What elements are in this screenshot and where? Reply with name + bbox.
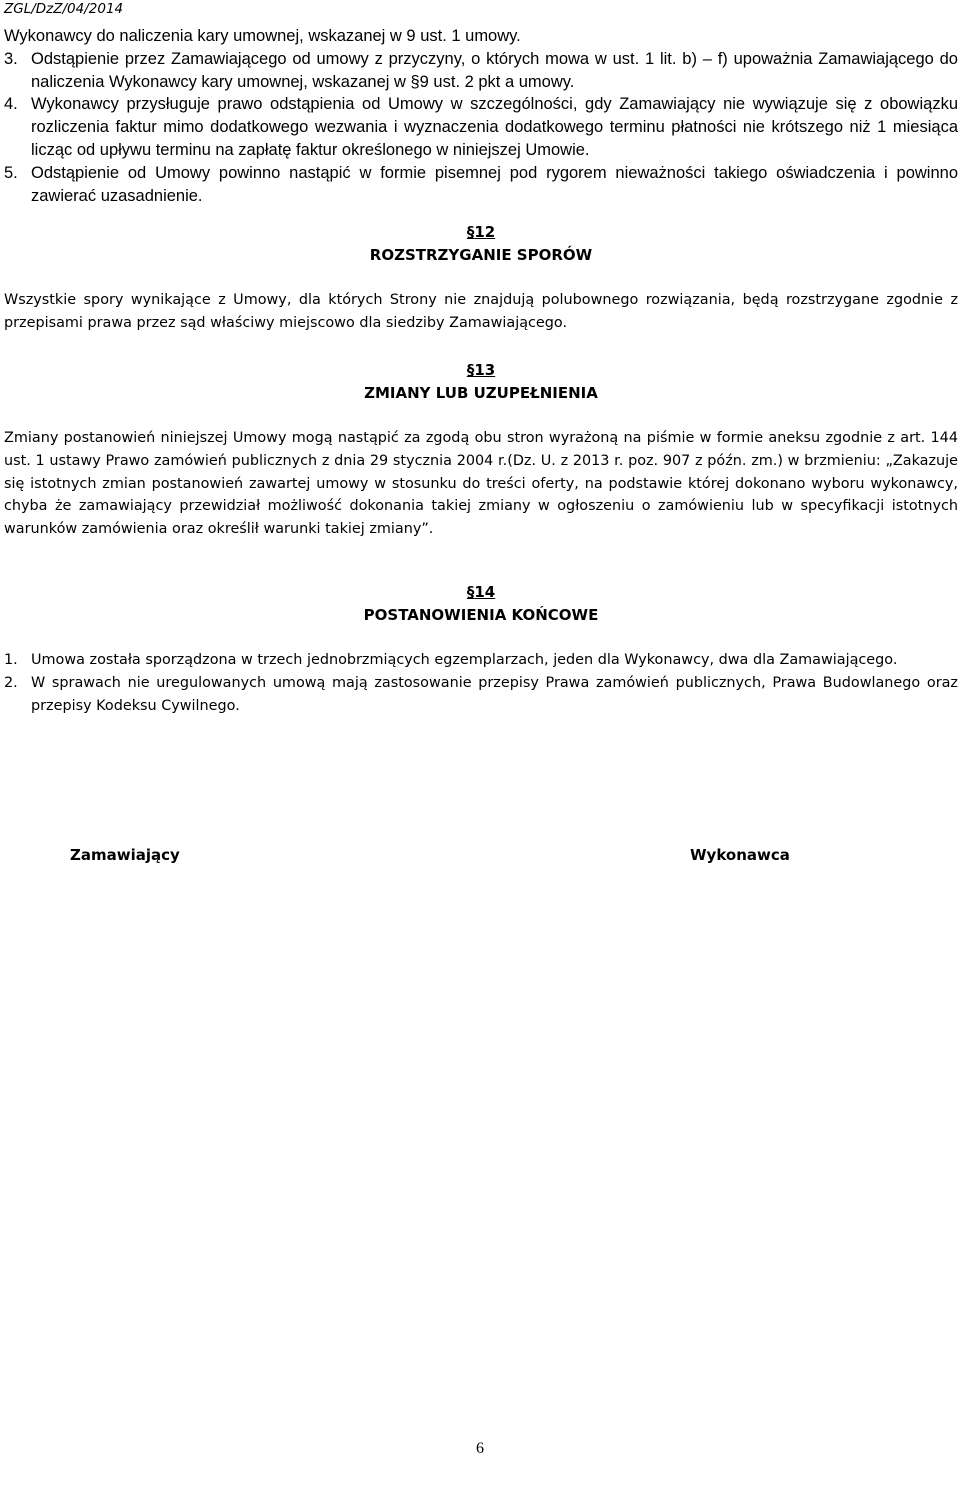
item-text: Umowa została sporządzona w trzech jednobrzmiących egzemplarzach, jeden dla Wykonawcy, dwa dla Zamawiającego. — [31, 651, 898, 668]
section-text: Wszystkie spory wynikające z Umowy, dla których Strony nie znajdują polubownego rozwiązania, będą rozstrzygane zgodnie z przepisami prawa przez sąd właściwy miejscowo dla siedziby Zamawiającego. — [4, 292, 958, 332]
section-13 — [4, 359, 958, 541]
section-number: §14 — [466, 582, 496, 601]
item-text: Wykonawcy przysługuje prawo odstąpienia od Umowy w szczególności, gdy Zamawiający nie wywiązuje się z obowiązku rozliczenia faktur mimo dodatkowego wezwania i wyznaczenia dodatkowego terminu płatności nie krótszego niż 1 miesiąca licząc od upływu terminu na zapłatę faktur określonego w niniejszej Umowie. — [31, 95, 958, 159]
item-number: 5. — [4, 163, 18, 182]
section-number: §12 — [466, 223, 496, 242]
section-11-tail — [4, 25, 958, 207]
list-item — [4, 162, 958, 208]
section-number: §13 — [466, 360, 496, 379]
list-item — [4, 672, 958, 718]
section-heading — [4, 359, 958, 382]
item-text: Odstąpienie od Umowy powinno nastąpić w formie pisemnej pod rygorem nieważności takiego oświadczenia i powinno zawierać uzasadnienie. — [31, 163, 958, 205]
section-title: ROZSTRZYGANIE SPORÓW — [369, 246, 593, 265]
section-text: Zmiany postanowień niniejszej Umowy mogą nastąpić za zgodą obu stron wyrażoną na piśmie w formie aneksu zgodnie z art. 144 ust. 1 ustawy Prawo zamówień publicznych z dnia 29 stycznia 2004 r.(Dz. U. z 2013 r. poz. 907 z późn. zm.) w brzmieniu: „Zakazuje się istotnych zmian postanowień zawartej umowy w stosunku do treści oferty, na podstawie której dokonano wyboru wykonawcy, chyba że zamawiający przewidział możliwość dokonania takiej zmiany w ogłoszeniu o zamówieniu lub w specyfikacji istotnych warunków zamówienia oraz określił warunki takiej zmiany”. — [4, 429, 958, 538]
item-text: W sprawach nie uregulowanych umową mają zastosowanie przepisy Prawa zamówień publicznych, Prawa Budowlanego oraz przepisy Kodeksu Cywilnego. — [31, 674, 958, 714]
item-number: 3. — [4, 49, 18, 68]
section-heading — [4, 581, 958, 604]
section-12 — [4, 221, 958, 335]
section-title: ZMIANY LUB UZUPEŁNIENIA — [364, 383, 598, 402]
item-text: Odstąpienie przez Zamawiającego od umowy z przyczyny, o których mowa w ust. 1 lit. b) – f) upoważnia Zamawiającego do naliczenia Wykonawcy kary umownej, wskazanej w §9 ust. 2 pkt a umowy. — [31, 49, 958, 91]
signature-wykonawca: Wykonawca — [690, 846, 790, 864]
page-number: 6 — [476, 1440, 484, 1457]
signature-zamawiajacy: Zamawiający — [70, 846, 180, 864]
section-title: POSTANOWIENIA KOŃCOWE — [363, 605, 599, 624]
section-14 — [4, 581, 958, 717]
item-number: 1. — [4, 651, 18, 668]
list-item — [4, 649, 958, 672]
section-heading — [4, 221, 958, 244]
document-code: ZGL/DzZ/04/2014 — [4, 1, 124, 17]
item-number: 2. — [4, 674, 18, 691]
item-number: 4. — [4, 95, 18, 114]
list-item — [4, 93, 958, 161]
continuation-line: Wykonawcy do naliczenia kary umownej, wskazanej w 9 ust. 1 umowy. — [4, 27, 521, 45]
document-content — [4, 25, 958, 717]
list-item — [4, 48, 958, 94]
